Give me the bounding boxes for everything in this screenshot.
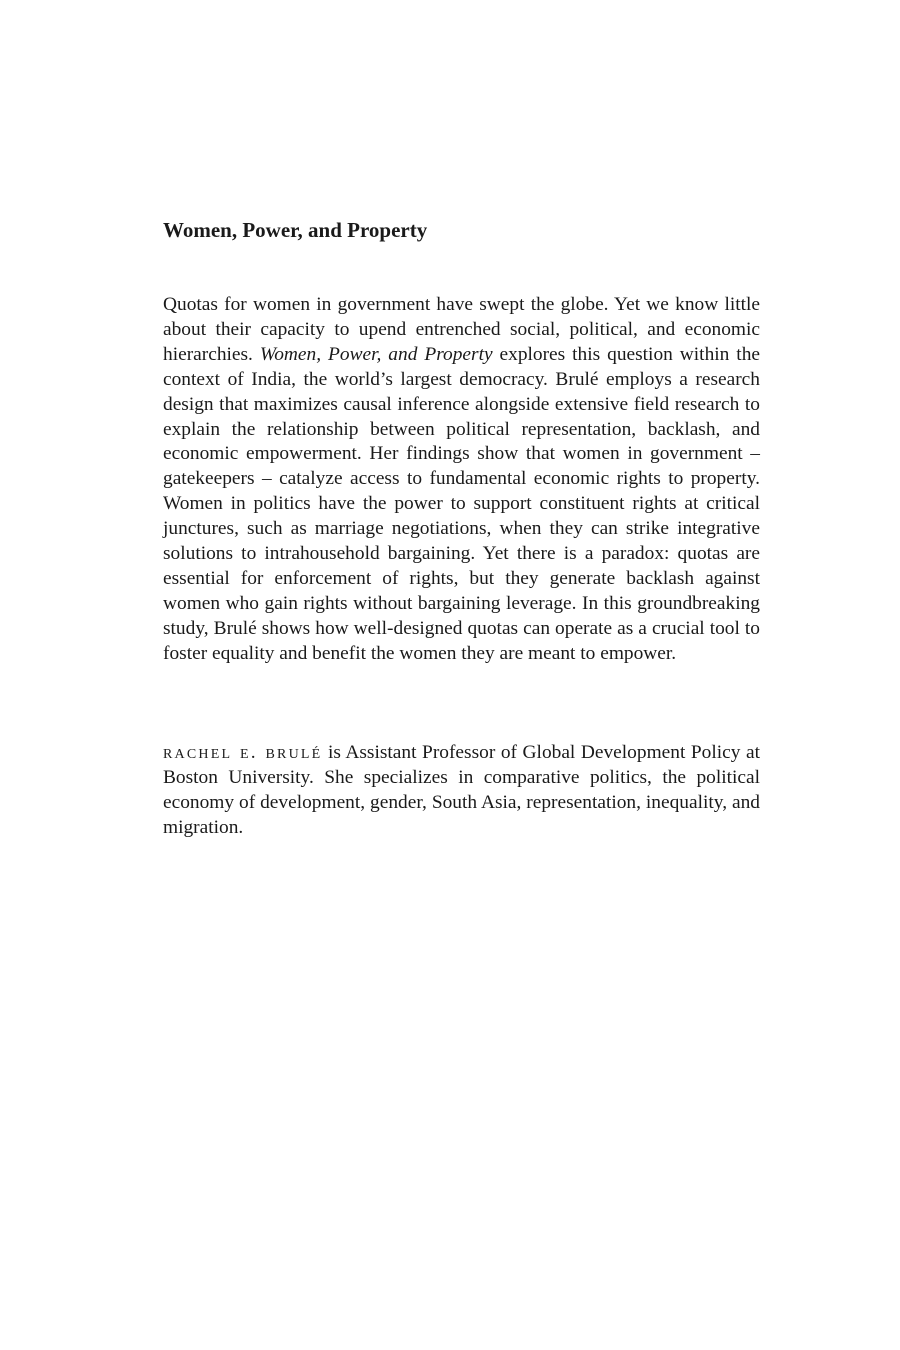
- author-bio-text: is Assistant Professor of Global Development Policy at Boston University. She specializes in comparative politics, the political economy of development, gender, South Asia, representation, inequality, and migration.: [163, 742, 761, 838]
- page-title: Women, Power, and Property: [163, 218, 428, 242]
- blurb-text-part2: explores this question within the context of India, the world’s largest democracy. Brulé employs a research design that maximizes causal inference alongside extensive field research to explain the relationship between political representation, backlash, and economic empowerment. Her findings show that women in government – gatekeepers – catalyze access to fundamental economic rights to property. Women in politics have the power to support constituent rights at critical junctures, such as marriage negotiations, when they can strike integrative solutions to intrahousehold bargaining. Yet there is a paradox: quotas are essential for enforcement of rights, but they generate backlash against women who gain rights without bargaining leverage. In this groundbreaking study, Brulé shows how well-designed quotas can operate as a crucial tool to foster equality and benefit the women they are meant to empower.: [163, 343, 760, 664]
- book-title-italic: Women, Power, and Property: [259, 343, 493, 365]
- author-name: rachel e. brulé: [163, 742, 323, 763]
- book-description: [163, 293, 760, 667]
- blurb-text-part1: Quotas for women in government have swept the globe. Yet we know little about their capacity to upend entrenched social, political, and economic hierarchies.: [163, 294, 760, 365]
- author-bio: [163, 741, 760, 841]
